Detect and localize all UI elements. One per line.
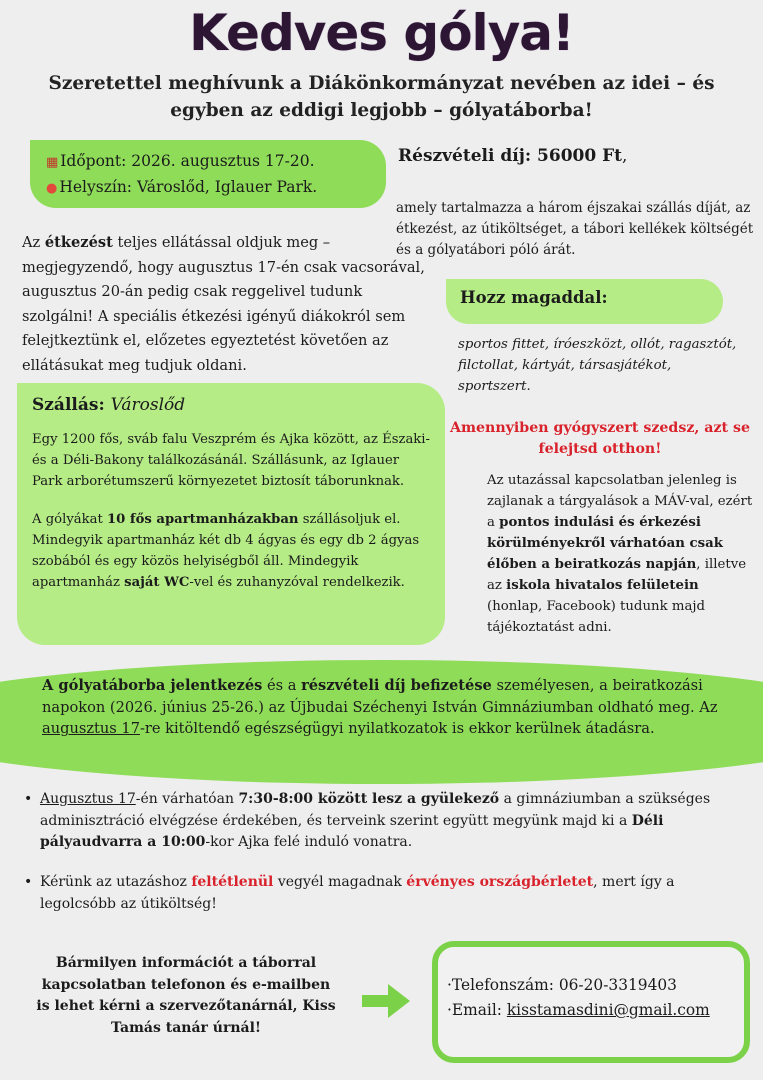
calendar-icon: ▦ xyxy=(46,155,59,170)
location-line xyxy=(46,175,386,201)
email-label: ·Email: xyxy=(447,1001,507,1019)
lodging-apartments: A gólyákat 10 fős apartmanházakban szállásoljuk el. Mindegyik apartmanház két db 4 ágyas és egy db 2 ágyas szobából és egy közös helyiségből áll. Mindegyik apartmanház saját WC-vel és zuhanyzóval rendelkezik. xyxy=(32,512,420,590)
food-bold: étkezést xyxy=(44,234,113,251)
location-text: Helyszín: Városlőd, Iglauer Park. xyxy=(59,178,318,196)
email-line xyxy=(447,998,744,1023)
bring-title-box: Hozz magaddal: xyxy=(446,279,723,324)
email-link[interactable]: kisstamasdini@gmail.com xyxy=(506,1001,710,1019)
list-item: • Kérünk az utazáshoz feltétlenül vegyél magadnak érvényes országbérletet, mert így a legolcsóbb az útiköltség! xyxy=(24,874,675,912)
bullet-icon: • xyxy=(24,874,33,890)
page-title: Kedves gólya! xyxy=(189,4,574,62)
lodging-title xyxy=(32,395,431,415)
info-paragraph: Bármilyen információt a táborral kapcsolatban telefonon és e-mailben is lehet kérni a szervezőtanárnál, Kiss Tamás tanár úrnál! xyxy=(36,955,336,1036)
travel-paragraph: Az utazással kapcsolatban jelenleg is zajlanak a tárgyalások a MÁV-val, ezért a pontos indulási és érkezési körülményekről várhatóan csak élőben a beiratkozás napján, illetve az iskola hivatalos felületein (honlap, Facebook) tudunk majd tájékoztatást adni. xyxy=(487,473,753,635)
lodging-box xyxy=(17,383,445,645)
date-text: Időpont: 2026. augusztus 17-20. xyxy=(60,152,315,170)
list-item: • Augusztus 17-én várhatóan 7:30-8:00 között lesz a gyülekező a gimnáziumban a szükséges adminisztráció elvégzése érdekében, és terveink szerint együtt megyünk majd ki a Déli pályaudvarra a 10:00-kor Ajka felé induló vonatra. xyxy=(24,791,711,850)
fee-suffix: , xyxy=(622,146,628,166)
registration-text: A gólyatáborba jelentkezés és a részvételi díj befizetése személyesen, a beiratkozási napokon (2026. június 25-26.) az Újbudai Széchenyi István Gimnáziumban oldható meg. Az augusztus 17-re kitöltendő egészségügyi nyilatkozatok is ekkor kerülnek átadásra. xyxy=(42,677,718,738)
contact-box xyxy=(432,941,750,1063)
date-location-box xyxy=(30,140,386,208)
fee-title xyxy=(398,146,627,166)
phone-line: ·Telefonszám: 06-20-3319403 xyxy=(447,976,677,994)
food-rest: teljes ellátással oldjuk meg – megjegyzendő, hogy augusztus 17-én csak vacsorával, augusztus 20-án pedig csak reggelivel tudunk szolgálni! A speciális étkezési igényű diákokról sem felejtkeztünk el, előzetes egyeztetést követően az ellátásukat meg tudjuk oldani. xyxy=(22,234,425,374)
fee-amount: Részvételi díj: 56000 Ft xyxy=(398,146,623,166)
food-paragraph xyxy=(22,231,432,378)
pin-icon: ● xyxy=(46,181,58,196)
lodging-label: Szállás: xyxy=(32,395,105,415)
date-line xyxy=(46,149,386,175)
fee-description: amely tartalmazza a három éjszakai szállás díját, az étkezést, az útiköltséget, a tábori kellékek költségét és a gólyatábori póló árát. xyxy=(396,200,754,258)
bring-list: sportos fittet, íróeszközt, ollót, ragasztót, filctollat, kártyát, társasjátékot, sportszert. xyxy=(458,337,737,394)
arrow-right-icon xyxy=(362,984,410,1018)
invitation-subtitle: Szeretettel meghívunk a Diákönkormányzat nevében az idei – és egyben az eddigi legjobb – gólyatáborba! xyxy=(48,73,715,121)
food-intro: Az xyxy=(22,234,45,251)
medicine-warning: Amennyiben gyógyszert szedsz, azt se felejtsd otthon! xyxy=(450,420,751,457)
lodging-description: Egy 1200 fős, sváb falu Veszprém és Ajka között, az Északi- és a Déli-Bakony találkozásánál. Szállásunk, az Iglauer Park arborétumszerű környezetet biztosít táborunknak. xyxy=(32,432,430,489)
lodging-place: Városlőd xyxy=(110,395,186,415)
bullet-icon: • xyxy=(24,791,33,807)
